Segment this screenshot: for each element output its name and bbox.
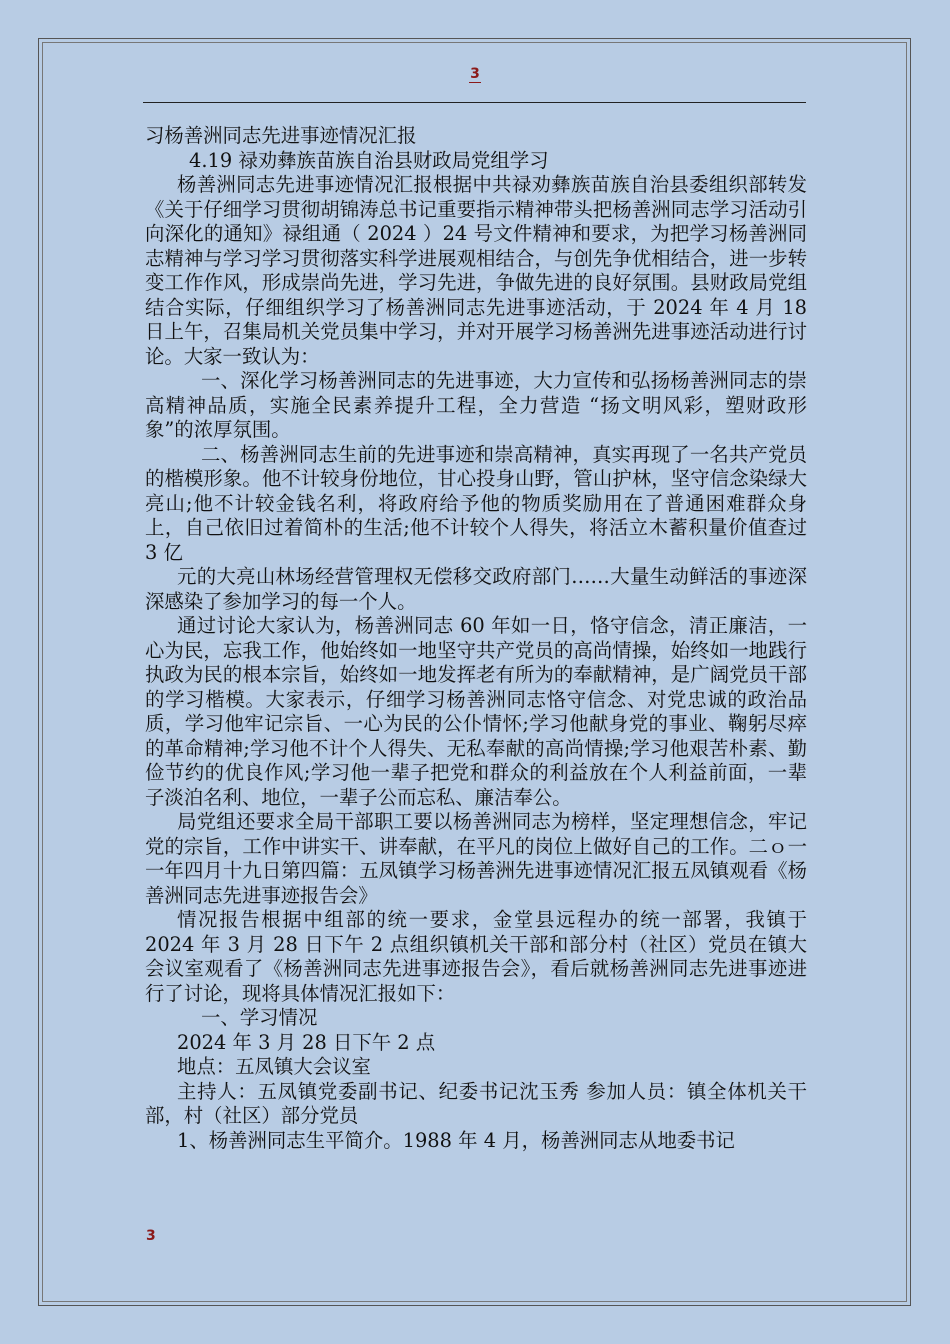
paragraph: 一、深化学习杨善洲同志的先进事迹，大力宣传和弘扬杨善洲同志的崇高精神品质，实施全民素养提升工程，全力营造 “扬文明风彩，塑财政形象”的浓厚氛围。 (145, 369, 807, 441)
paragraph: 地点：五凤镇大会议室 (177, 1055, 371, 1078)
title-line: 习杨善洲同志先进事迹情况汇报 (145, 124, 417, 147)
footer-page-number: 3 (146, 1228, 156, 1244)
paragraph: 元的大亮山林场经营管理权无偿移交政府部门……大量生动鲜活的事迹深深感染了参加学习的每一个人。 (145, 565, 807, 613)
document-body (145, 124, 807, 1153)
header-page-number: 3 (470, 66, 480, 82)
subtitle-line: 4.19 禄劝彝族苗族自治县财政局党组学习 (189, 148, 549, 172)
header-rule (143, 102, 806, 103)
paragraph: 情况报告根据中组部的统一要求，金堂县远程办的统一部署，我镇于 2024 年 3 月 28 日下午 2 点组织镇机关干部和部分村（社区）党员在镇大会议室观看了《杨善洲同志先进事迹报告会》，看后就杨善洲同志先进事迹进行了讨论，现将具体情况汇报如下： (145, 908, 807, 1005)
paragraph: 通过讨论大家认为，杨善洲同志 60 年如一日，恪守信念，清正廉洁，一心为民，忘我工作，他始终如一地坚守共产党员的高尚情操，始终如一地践行执政为民的根本宗旨，始终如一地发挥老有所为的奉献精神，是广阔党员干部的学习楷模。大家表示，仔细学习杨善洲同志恪守信念、对党忠诚的政治品质，学习他牢记宗旨、一心为民的公仆情怀;学习他献身党的事业、鞠躬尽瘁的革命精神;学习他不计个人得失、无私奉献的高尚情操;学习他艰苦朴素、勤俭节约的优良作风;学习他一辈子把党和群众的利益放在个人利益前面，一辈子淡泊名利、地位，一辈子公而忘私、廉洁奉公。 (145, 614, 807, 809)
paragraph: 局党组还要求全局干部职工要以杨善洲同志为榜样，坚定理想信念，牢记党的宗旨，工作中讲实干、讲奉献，在平凡的岗位上做好自己的工作。二ｏ一一年四月十九日第四篇：五凤镇学习杨善洲先进事迹情况汇报五凤镇观看《杨善洲同志先进事迹报告会》 (145, 810, 807, 907)
paragraph: 二、杨善洲同志生前的先进事迹和崇高精神，真实再现了一名共产党员的楷模形象。他不计较身份地位，甘心投身山野，管山护林，坚守信念染绿大亮山;他不计较金钱名利，将政府给予他的物质奖励用在了普通困难群众身上，自己依旧过着简朴的生活;他不计较个人得失，将活立木蓄积量价值查过 3 亿 (145, 442, 807, 564)
section-heading: 一、学习情况 (201, 1006, 318, 1029)
paragraph: 1、杨善洲同志生平简介。1988 年 4 月，杨善洲同志从地委书记 (177, 1128, 735, 1152)
paragraph: 2024 年 3 月 28 日下午 2 点 (177, 1030, 436, 1054)
paragraph: 主持人：五凤镇党委副书记、纪委书记沈玉秀 参加人员：镇全体机关干部，村（社区）部分党员 (145, 1079, 807, 1127)
paragraph: 杨善洲同志先进事迹情况汇报根据中共禄劝彝族苗族自治县委组织部转发《关于仔细学习贯彻胡锦涛总书记重要指示精神带头把杨善洲同志学习活动引向深化的通知》禄组通（ 2024 ）24 号文件精神和要求，为把学习杨善洲同志精神与学习学习贯彻落实科学进展观相结合，与创先争优相结合，进一步转变工作作风，形成崇尚先进，学习先进，争做先进的良好氛围。县财政局党组结合实际，仔细组织学习了杨善洲同志先进事迹活动，于 2024 年 4 月 18 日上午，召集局机关党员集中学习，并对开展学习杨善洲先进事迹活动进行讨论。大家一致认为： (145, 173, 807, 368)
